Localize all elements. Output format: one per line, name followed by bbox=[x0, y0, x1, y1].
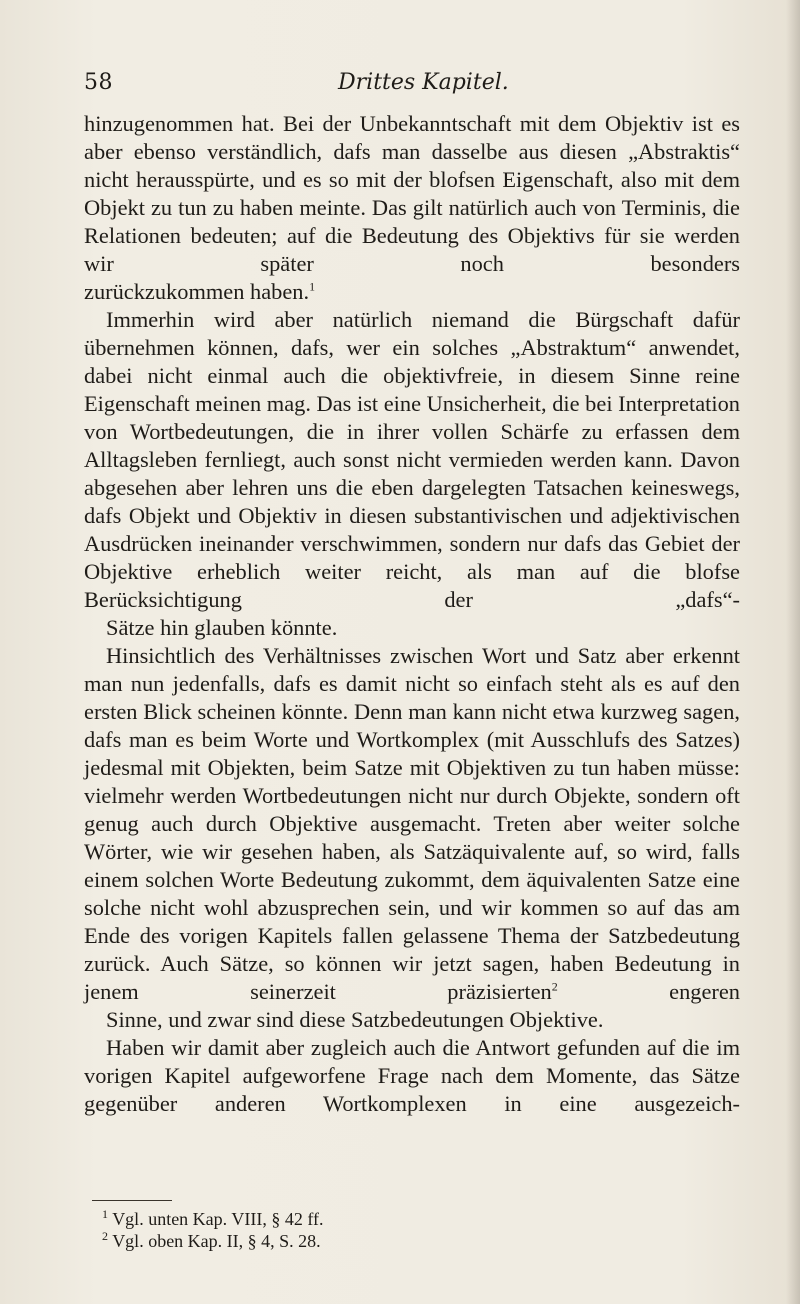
page-number: 58 bbox=[84, 70, 113, 95]
body-text bbox=[84, 110, 740, 1118]
running-title: Drittes Kapitel. bbox=[338, 70, 509, 95]
footnote-divider bbox=[92, 1200, 172, 1201]
footnote-text: Vgl. oben Kap. II, § 4, S. 28. bbox=[112, 1231, 321, 1251]
page-header bbox=[0, 70, 800, 100]
paragraph-text: Haben wir damit aber zugleich auch die Antwort gefunden auf die im vorigen Kapitel aufgeworfene Frage nach dem Momente, das Sätze gegenüber anderen Wortkomplexen in eine ausgezeich- bbox=[84, 1035, 740, 1116]
paragraph-text: Hinsichtlich des Verhältnisses zwischen Wort und Satz aber erkennt man nun jedenfalls, dafs es damit nicht so einfach steht als es auf den ersten Blick scheinen könnte. Denn man kann nicht etwa kurzweg sagen, dafs man es beim Worte und Wortkomplex (mit Ausschlufs des Satzes) jedesmal mit Objekten, beim Satze mit Objektiven zu tun haben müsse: vielmehr werden Wortbedeutungen nicht nur durch Objekte, sondern oft genug auch durch Objektive ausgemacht. Treten aber weiter solche Wörter, wie wir gesehen haben, als Satzäquivalente auf, so wird, falls einem solchen Worte Bedeutung zukommt, dem äquivalenten Satze eine solche nicht wohl abzusprechen sein, und wir kommen so auf das am Ende des vorigen Kapitels fallen gelassene Thema der Satzbedeutung zurück. Auch Sätze, so können wir jetzt sagen, haben Bedeutung in jenem seinerzeit präzisierten bbox=[84, 643, 740, 1004]
footnotes bbox=[102, 1208, 702, 1252]
paragraph-text: Immerhin wird aber natürlich niemand die Bürgschaft dafür übernehmen können, dafs, wer ein solches „Abstraktum“ anwendet, dabei nicht einmal auch die objektivfreie, in diesem Sinne reine Eigenschaft meinen mag. Das ist eine Unsicherheit, die bei Interpretation von Wortbedeutungen, die in ihrer vollen Schärfe zu erfassen dem Alltagsleben fernliegt, auch sonst nicht vermieden werden kann. Davon abgesehen aber lehren uns die eben dargelegten Tatsachen keineswegs, dafs Objekt und Objektiv in diesen substantivischen und adjektivischen Ausdrücken ineinander verschwimmen, sondern nur dafs das Gebiet der Objektive erheblich weiter reicht, als man auf die blofse Berücksichtigung der „dafs“- bbox=[84, 307, 740, 612]
footnote-1 bbox=[102, 1208, 702, 1230]
paragraph-1 bbox=[84, 110, 740, 306]
paragraph-last-line: Sätze hin glauben könnte. bbox=[106, 615, 338, 640]
paragraph-text: hinzugenommen hat. Bei der Unbekanntschaft mit dem Objektiv ist es aber ebenso verständlich, dafs man dasselbe aus diesen „Abstraktis“ nicht herausspürte, und es so mit der blofsen Eigenschaft, also mit dem Objekt zu tun zu haben meinte. Das gilt natürlich auch von Terminis, die Relationen bedeuten; auf die Bedeutung des Objektivs für sie werden wir später noch besonders bbox=[84, 111, 740, 276]
paragraph-text-continued: engeren bbox=[557, 979, 740, 1004]
footnote-mark: 1 bbox=[102, 1207, 108, 1221]
last-line-text: zurückzukommen haben. bbox=[84, 279, 310, 304]
footnote-reference: 2 bbox=[551, 979, 558, 994]
paragraph-4 bbox=[84, 1034, 740, 1118]
paragraph-last-line bbox=[84, 278, 740, 306]
paragraph-3 bbox=[84, 642, 740, 1034]
footnote-reference: 1 bbox=[309, 279, 316, 294]
footnote-text: Vgl. unten Kap. VIII, § 42 ff. bbox=[112, 1209, 324, 1229]
page-edge-shadow bbox=[786, 0, 800, 1304]
footnote-2 bbox=[102, 1230, 702, 1252]
paragraph-2 bbox=[84, 306, 740, 642]
paragraph-last-line: Sinne, und zwar sind diese Satzbedeutungen Objektive. bbox=[106, 1007, 604, 1032]
footnote-mark: 2 bbox=[102, 1229, 108, 1243]
